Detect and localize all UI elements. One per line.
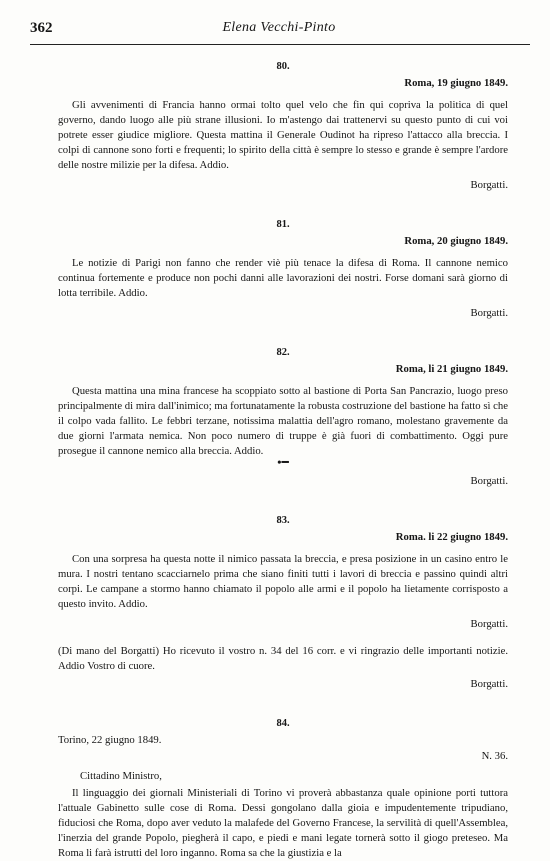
letter-80 [58,59,508,193]
letter-date: Roma, 19 giugno 1849. [404,77,508,89]
running-header [30,20,528,42]
letter-body: Con una sorpresa ha questa notte il nimico passata la breccia, e presa posizione in un casino entro le mura. I nostri tentano scacciarnelo prima che siano finiti tutti i lavori di breccia e passino quindi altri corpi. Le campane a stormo hanno chiamato il popolo alle armi e il popolo ha lietamente corrisposto a questo invito. Addio. [58,553,508,610]
running-title: Elena Vecchi-Pinto [222,20,336,35]
letter-reference-number: N. 36. [481,750,508,762]
ink-mark: •━ [277,455,289,469]
section-gap [58,193,508,217]
letter-greeting: Cittadino Ministro, [80,770,162,782]
letter-82 [58,345,508,489]
letter-number: 82. [276,347,290,358]
header-rule [30,44,530,45]
handwritten-note: (Di mano del Borgatti) Ho ricevuto il vostro n. 34 del 16 corr. e vi ringrazio delle importanti notizie. Addio Vostro di cuore. [58,645,508,672]
note-signature: Borgatti. [470,678,508,690]
letter-signature: Borgatti. [470,179,508,191]
section-gap [58,489,508,513]
letter-date: Roma. li 22 giugno 1849. [395,531,508,543]
section-gap [58,321,508,345]
letter-81 [58,217,508,321]
letters-column [58,59,508,861]
page-number: 362 [30,20,53,36]
letter-body: Gli avvenimenti di Francia hanno ormai tolto quel velo che fin qui copriva la politica di quel governo, dando luogo alle più strane illusioni. Io m'astengo dai trattenervi su questo punto di cui voi potrete esser giudice migliore. Questa mattina il Generale Oudinot ha ripreso l'attacco alla breccia. I colpi di cannone sono forti e frequenti; lo spirito della città è sempre lo stesso e grande è sempre l'ardore delle nostre milizie per la difesa. Addio. [58,99,508,171]
letter-date: Roma, 20 giugno 1849. [404,235,508,247]
letter-83 [58,513,508,692]
letter-signature: Borgatti. [470,307,508,319]
letter-number: 80. [276,61,290,72]
letter-number: 81. [276,219,290,230]
letter-signature: Borgatti. [470,475,508,487]
letter-number: 83. [276,515,290,526]
letter-84 [58,716,508,861]
letter-place-date: Torino, 22 giugno 1849. [58,734,162,746]
letter-number: 84. [276,718,290,729]
letter-body: Le notizie di Parigi non fanno che render viè più tenace la difesa di Roma. Il cannone nemico continua fortemente e produce non pochi danni alle lavorazioni dei nostri. Forse domani sarà giorno di lotta terribile. Addio. [58,257,508,299]
letter-body: Il linguaggio dei giornali Ministeriali di Torino vi proverà abbastanza quale opinione porti tuttora l'attuale Gabinetto sulle cose di Roma. Dessi gongolano dalla gioia e impudentemente tripudiano, fiduciosi che Roma, dopo aver veduto la malafede del Governo Francese, la servilità di quell'Assemblea, l'inerzia del grande Popolo, piegherà il capo, e piedi e mani legate tornerà sotto il giogo preteseo. Ma Roma li farà istrutti del loro inganno. Roma sa che la giustizia e la [58,787,508,859]
section-gap [58,692,508,716]
letter-body: Questa mattina una mina francese ha scoppiato sotto al bastione di Porta San Pancrazio, luogo preso principalmente di mira dall'inimico; ma fortunatamente la robusta costruzione del bastione ha fatto sì che il colpo vada fallito. Le febbri terzane, notissima malattia dell'agro romano, molestano gravemente da due giorni l'armata nemica. Non poco numero di truppe è già fuori di combattimento. Oggi pure prosegue il cannone nemico alla breccia. Addio. [58,385,508,457]
letter-heading-row [58,733,508,769]
letter-date: Roma, li 21 giugno 1849. [395,363,508,375]
letter-signature: Borgatti. [470,618,508,630]
